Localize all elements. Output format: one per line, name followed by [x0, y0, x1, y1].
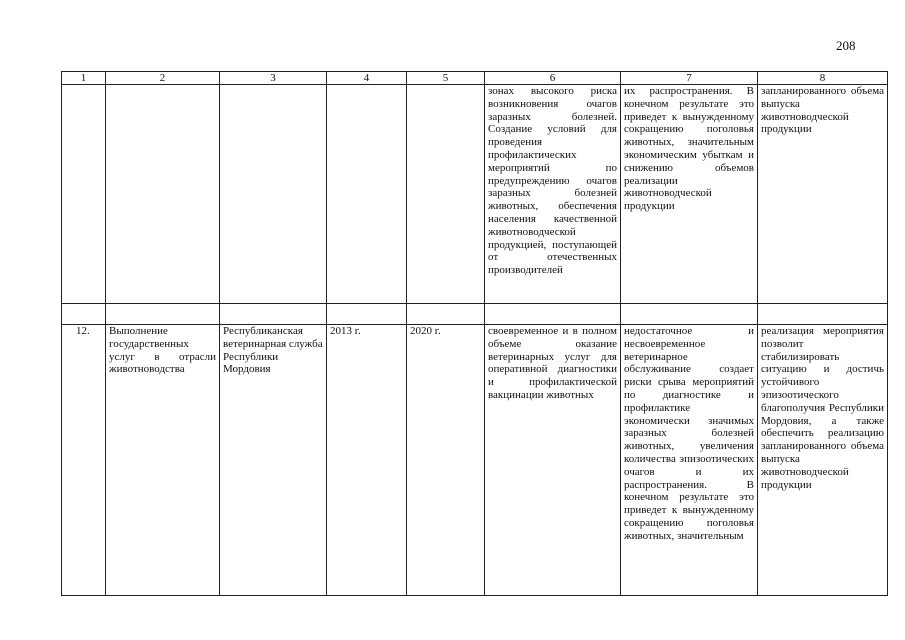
spacer-row [62, 304, 888, 325]
spacer-cell [327, 304, 407, 325]
spacer-cell [220, 304, 327, 325]
executor: Республиканская ветеринарная служба Республики Мордовия [220, 325, 327, 596]
header-row [62, 72, 888, 85]
header-col-3: 3 [220, 72, 327, 85]
header-col-8: 8 [758, 72, 888, 85]
spacer-cell [621, 304, 758, 325]
continued-cell-4 [327, 85, 407, 304]
header-col-4: 4 [327, 72, 407, 85]
spacer-cell [758, 304, 888, 325]
page-number: 208 [836, 38, 856, 53]
continued-cell-5 [407, 85, 485, 304]
relation-to-indicators: реализация мероприятия позволит стабилизировать ситуацию и достичь устойчивого эпизоотического благополучия Республики Мордовия, а также обеспечить реализацию запланированного объема выпуска животноводческой продукции [758, 325, 888, 596]
spacer-cell [407, 304, 485, 325]
header-col-2: 2 [106, 72, 220, 85]
continued-result-cell: зонах высокого риска возникновения очагов заразных болезней. Создание условий для проведения профилактических мероприятий по предупреждению очагов заразных болезней животных, обеспечения населения качественной животноводческой продукцией, поступающей от отечественных производителей [485, 85, 621, 304]
expected-result: своевременное и в полном объеме оказание ветеринарных услуг для оперативной диагностики и профилактической вакцинации животных [485, 325, 621, 596]
measures-table [61, 71, 888, 596]
consequences: недостаточное и несвоевременное ветеринарное обслуживание создает риски срыва мероприятий по диагностике и профилактике экономически значимых заразных болезней животных, увеличения количества эпизоотических очагов и их распространения. В конечном результате это приведет к вынужденному сокращению поголовья животных, значительным [621, 325, 758, 596]
header-col-6: 6 [485, 72, 621, 85]
measure-name: Выполнение государственных услуг в отрасли животноводства [106, 325, 220, 596]
spacer-cell [485, 304, 621, 325]
header-col-7: 7 [621, 72, 758, 85]
continued-cell-3 [220, 85, 327, 304]
header-col-5: 5 [407, 72, 485, 85]
continued-relation-cell: запланированного объема выпуска животноводческой продукции [758, 85, 888, 304]
end-year: 2020 г. [407, 325, 485, 596]
continued-cell-2 [106, 85, 220, 304]
spacer-cell [106, 304, 220, 325]
spacer-cell [62, 304, 106, 325]
start-year: 2013 г. [327, 325, 407, 596]
continued-consequences-cell: их распространения. В конечном результате это приведет к вынужденному сокращению поголовья животных, значительным экономическим убыткам и снижению объемов реализации животноводческой продукции [621, 85, 758, 304]
row-12 [62, 325, 888, 596]
header-col-1: 1 [62, 72, 106, 85]
row-number: 12. [62, 325, 106, 596]
continued-row [62, 85, 888, 304]
continued-cell-1 [62, 85, 106, 304]
